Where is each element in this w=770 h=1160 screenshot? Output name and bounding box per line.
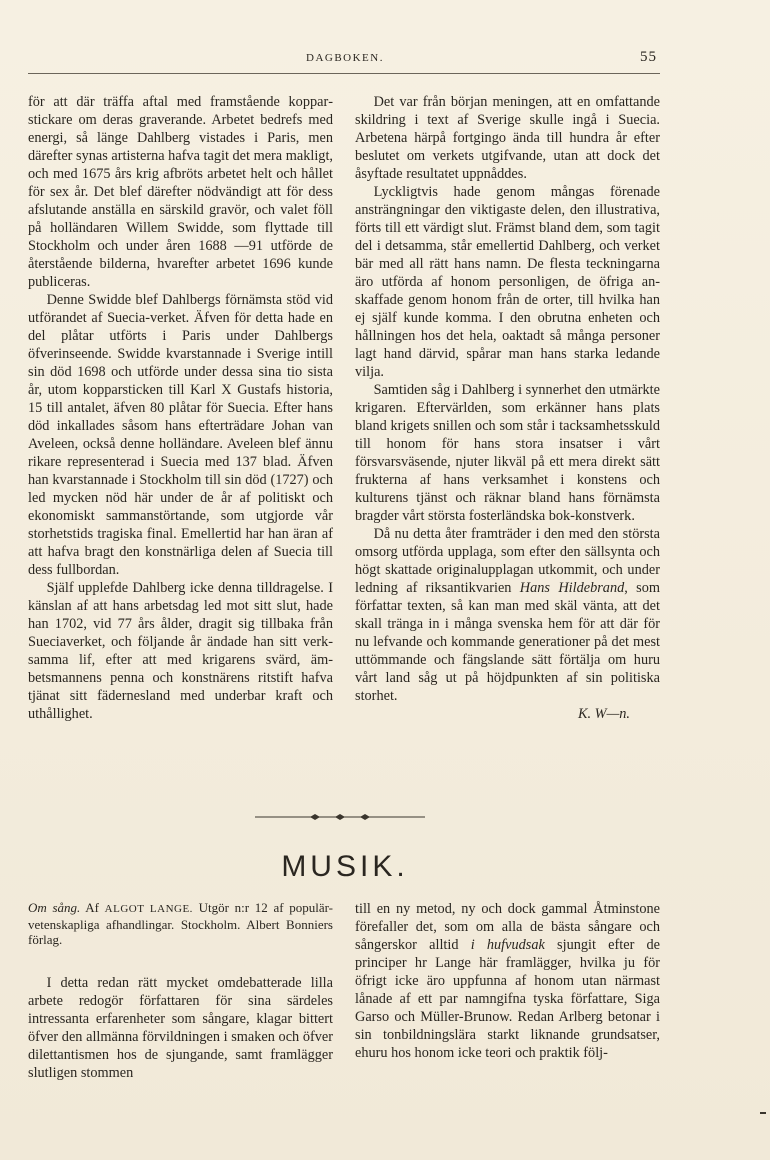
- editor-name: Hans Hildebrand: [519, 580, 625, 596]
- book-author: ALGOT LANGE.: [104, 903, 193, 915]
- review-left-column: [28, 900, 333, 1082]
- left-paragraph-2: Denne Swidde blef Dahlbergs förnämsta stöd vid utförandet af Suecia-verket. Äfven för detta hade en del plåtar utförts i Paris under Dahlbergs öfverinseende. Swidde kvarstannade i Sverige intill sin död 1698 och utförde under dessa sina tio sista år, utom kopparsticken till Karl X Gustafs historia, 15 till antalet, äfven 80 plåtar för Suecia. Efter hans död inkallades såsom hans efterträdare Johan van Aveleen, också denne holländare. Aveleen blef ännu rikare representerad i Suecia med 137 blad. Äfven han kvarstannade i Stockholm till sin död (1727) och led mycken nöd här under de år af politiskt och ekonomiskt sammanstörtande, som utgjorde vår storhetstids tragiska final. Emellertid har han äran af att hafva bragt den konstnärliga delen af Suecia till dess fullbordan.: [28, 292, 333, 578]
- section-title: MUSIK.: [281, 850, 409, 883]
- left-column: [28, 93, 333, 723]
- right-paragraph-1: Det var från början meningen, att en omfattande skildring i text af Sverige skulle ingå i Suecia. Arbetena härpå fortgingo ända till hundra år efter beslutet om verkets utgifvande, utan att dock det åsyftade resultatet uppnåddes.: [355, 94, 660, 182]
- left-paragraph-1: för att där träffa aftal med framstående kopparstickare om deras graverande. Arbetet bedrefs med energi, så länge Dahlberg vistades i Paris, men därefter synas artisterna hafva tagit det mera makligt, och med 1675 års krig afbröts arbetet helt och hållet för sex år. Det blef därefter nödvändigt att för dess afslutande anställa en särskild gravör, och valet föll på holländaren Willem Swidde, som flyttade till Stockholm och under åren 1688 —91 utförde de återstående bilderna, hvarefter arbetet 1696 kunde publiceras.: [28, 94, 333, 290]
- paragraph-text: sjungit efter de principer hr Lange här framlägger, hvilka ju för öfrigt icke äro uppfunna af honom utan närmast lånade af ett par namngifna tyska författare, Siga Garso och Müller-Brunow. Redan Arlberg betonar i sin tonbildningslära starkt liknande grundsatser, ehuru hos honom icke teori och praktik följ-: [355, 937, 661, 1061]
- paragraph-text: , som författar texten, så kan man med skäl vänta, att det skall tränga in i många svenska hem för att där för nu lefvande och kommande generationer på det mest uttömmande och fängslande sätt förtälja om huru vårt land såg ut på höjdpunkten af sin politiska storhet.: [355, 580, 661, 704]
- right-column: [355, 93, 660, 723]
- review-paragraph-1: I detta redan rätt mycket omdebatterade lilla arbete redogör författaren för sina särdeles intressanta erfarenheter som sångare, klagar bittert öfver den allmänna förvildningen i smaken och öfver dilettantismen hos de sjungande, samt framlägger slutligen stommen: [28, 975, 333, 1081]
- running-header: DAGBOKEN.: [306, 52, 384, 64]
- paragraph-text: till en ny metod, ny och dock gammal Åtminstone förefaller det, som om alla de bästa sångare och sångerskor alltid: [355, 901, 660, 953]
- book-title: Om sång.: [28, 900, 81, 915]
- emphasis-text: i hufvudsak: [470, 937, 545, 953]
- review-heading: [28, 900, 333, 947]
- review-paragraph-2: [355, 900, 660, 1062]
- paragraph-text: Då nu detta åter framträder i den med den största omsorg utförda upplaga, som efter den sällsynta och högt skattade originalupplagan utkommit, och under ledning af riksantikvarien: [355, 526, 660, 596]
- header-rule: [28, 73, 660, 74]
- page-number: 55: [640, 49, 657, 65]
- ornament-divider: [255, 812, 425, 822]
- right-paragraph-4: [355, 525, 660, 705]
- edge-mark: [760, 1112, 766, 1114]
- right-paragraph-2: Lyckligtvis hade genom mångas förenade ansträngningar den viktigaste delen, den illustrativa, förts till ett värdigt slut. Främst bland dem, som tagit del i detsamma, står emellertid Dahlberg, och verket bär med all rätt hans namn. De flesta teckningarna äro utförda af honom personligen, de öfriga anskaffade genom honom från de orter, till hvilka han ej själf kunde komma. I den obrutna enheten och hållningen hos det hela, oaktadt så många personer lagt hand därvid, spårar man hans starka ledande vilja.: [355, 184, 660, 380]
- right-paragraph-3: Samtiden såg i Dahlberg i synnerhet den utmärkte krigaren. Eftervärlden, som erkänner hans plats bland krigets snillen och som står i tacksamhetsskuld till honom för hans stora insatser i vårt försvarsväsende, njuter likväl på ett mera direkt sätt frukterna af hans verksamhet i konstens och kulturens tjänst och räknar bland hans förnämsta bragder vårt största fosterländska bok-konstverk.: [355, 382, 660, 524]
- review-by: Af: [80, 900, 105, 915]
- book-details: Utgör n:r 12 af populär-vetenskapliga afhandlingar. Stockholm. Albert Bonniers förlag.: [28, 900, 334, 947]
- left-paragraph-3: Själf upplefde Dahlberg icke denna tilldragelse. I känslan af att hans arbetsdag led mot sitt slut, hade han 1702, vid 77 års ålder, dragit sig tillbaka från Sueciaverket, och följande år ändade han sitt verksamma lif, efter att med krigarens svärd, ämbetsmannens penna och konstnärens ritstift hafva tjänat sitt fädernesland med underbar kraft och uthållighet.: [28, 580, 333, 722]
- review-right-column: [355, 900, 660, 1062]
- author-signature: K. W—n.: [577, 706, 630, 722]
